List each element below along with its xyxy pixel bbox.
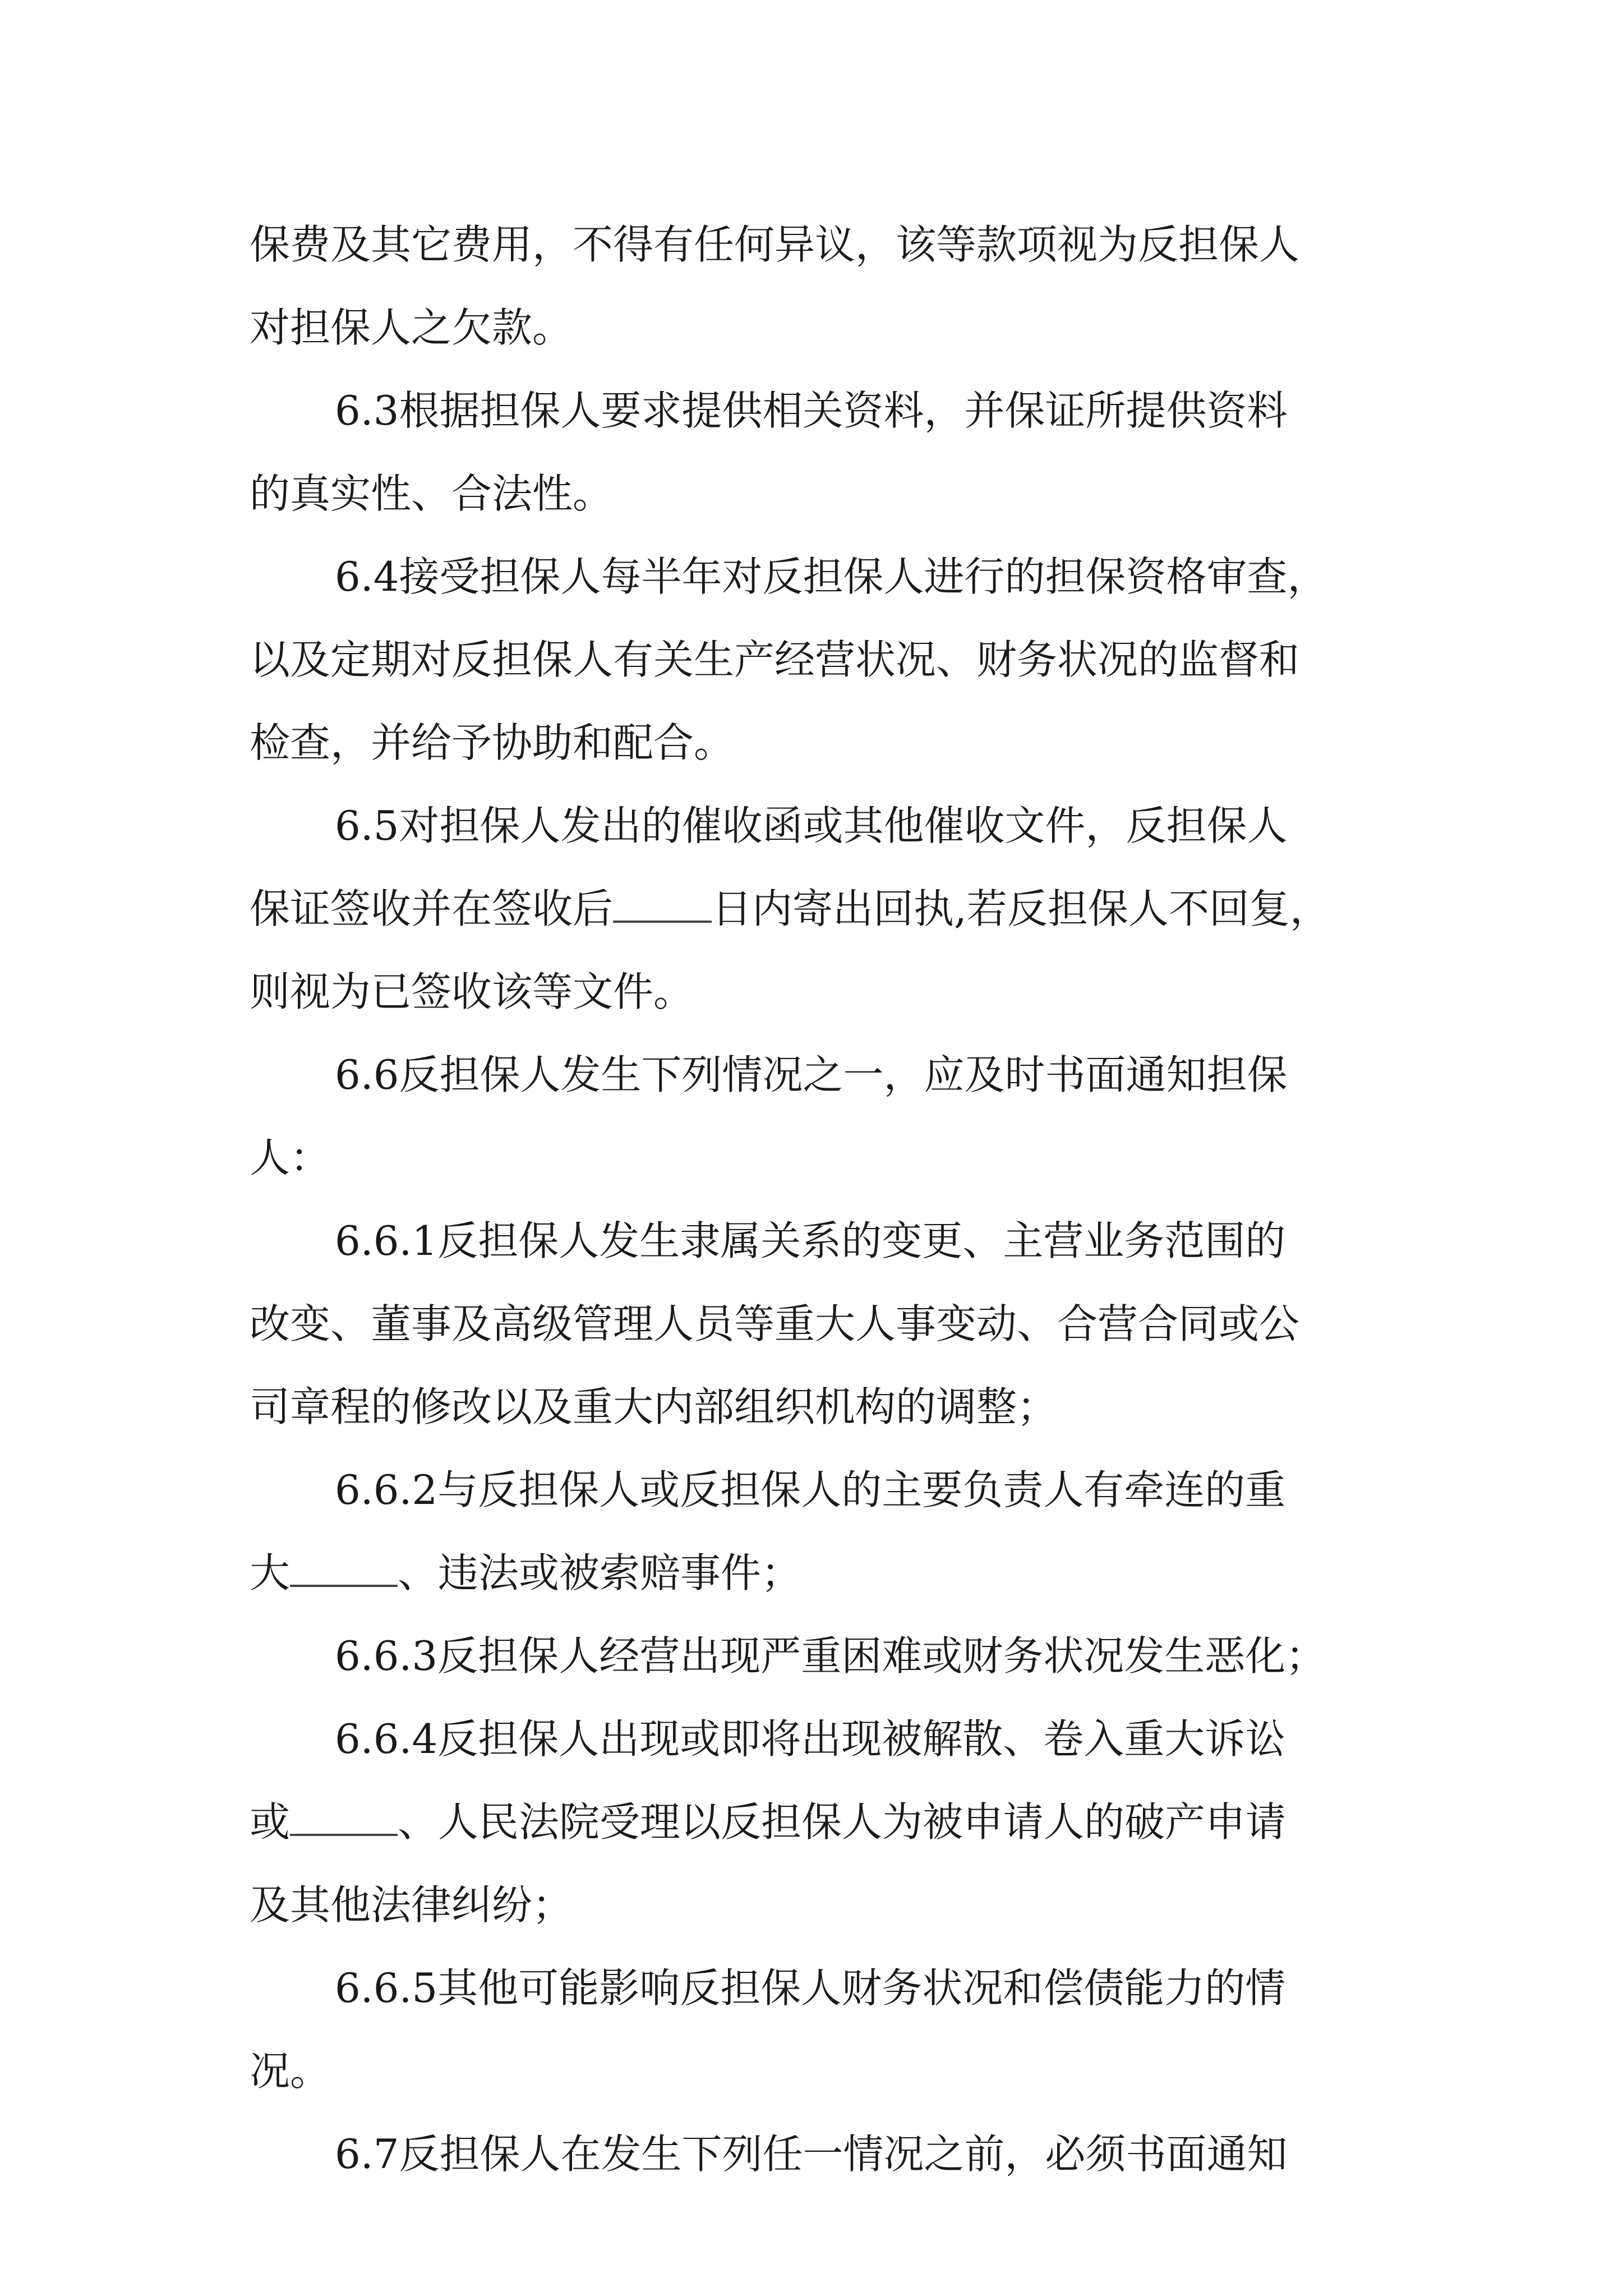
text-line: 以及定期对反担保人有关生产经营状况、财务状况的监督和 [250, 636, 1300, 683]
text-fragment: 、人民法院受理以反担保人为被申请人的破产申请 [398, 1798, 1287, 1846]
clause-6-4 [250, 535, 1388, 784]
text-line: 6.7反担保人在发生下列任一情况之前，必须书面通知 [335, 2131, 1288, 2178]
text-line: 6.6.3反担保人经营出现严重困难或财务状况发生恶化； [335, 1632, 1326, 1680]
text-line: 司章程的修改以及重大内部组织机构的调整； [250, 1383, 1058, 1430]
clause-6-6 [250, 1033, 1388, 1199]
text-line: 及其他法律纠纷； [250, 1881, 573, 1929]
text-line: 6.6反担保人发生下列情况之一，应及时书面通知担保 [335, 1051, 1288, 1098]
text-line [250, 1549, 801, 1596]
text-fragment: 大 [250, 1549, 291, 1596]
text-fragment: 保证签收并在签收后 [250, 885, 614, 932]
text-fragment: 或 [250, 1798, 291, 1846]
clause-6-7 [250, 2113, 1388, 2196]
text-line: 6.4接受担保人每半年对反担保人进行的担保资格审查， [335, 553, 1328, 600]
clause-6-6-1 [250, 1199, 1388, 1448]
paragraph-fee-continuation [250, 203, 1388, 369]
text-line: 人： [250, 1134, 331, 1181]
text-line: 6.3根据担保人要求提供相关资料，并保证所提供资料 [335, 387, 1288, 434]
text-line: 6.6.2与反担保人或反担保人的主要负责人有牵连的重 [335, 1466, 1286, 1513]
fill-in-blank [613, 920, 712, 923]
text-fragment: 日内寄出回执,若反担保人不回复， [712, 885, 1330, 932]
clause-6-6-2 [250, 1448, 1388, 1614]
text-line: 6.6.5其他可能影响反担保人财务状况和偿债能力的情 [335, 1964, 1286, 2012]
clause-6-6-3 [250, 1614, 1388, 1697]
clause-6-6-4 [250, 1697, 1388, 1947]
text-line: 的真实性、合法性。 [250, 470, 614, 517]
fill-in-blank [290, 1584, 398, 1587]
text-line [250, 1798, 1286, 1846]
text-line: 改变、董事及高级管理人员等重大人事变动、合营合同或公 [250, 1300, 1300, 1347]
fill-in-blank [290, 1833, 398, 1836]
text-line: 6.6.4反担保人出现或即将出现被解散、卷入重大诉讼 [335, 1715, 1286, 1763]
text-line: 检查，并给予协助和配合。 [250, 719, 735, 766]
contract-page [250, 203, 1388, 2196]
clause-6-5 [250, 784, 1388, 1033]
text-line: 保费及其它费用，不得有任何异议，该等款项视为反担保人 [250, 221, 1300, 268]
text-line: 对担保人之欠款。 [250, 304, 573, 351]
clause-6-6-5 [250, 1947, 1388, 2113]
text-line: 则视为已签收该等文件。 [250, 968, 694, 1015]
clause-6-3 [250, 369, 1388, 535]
text-line: 6.5对担保人发出的催收函或其他催收文件，反担保人 [335, 802, 1288, 849]
text-line: 6.6.1反担保人发生隶属关系的变更、主营业务范围的 [335, 1217, 1286, 1264]
text-fragment: 、违法或被索赔事件； [398, 1549, 802, 1596]
text-line: 况。 [250, 2047, 331, 2095]
text-line [250, 885, 1330, 932]
